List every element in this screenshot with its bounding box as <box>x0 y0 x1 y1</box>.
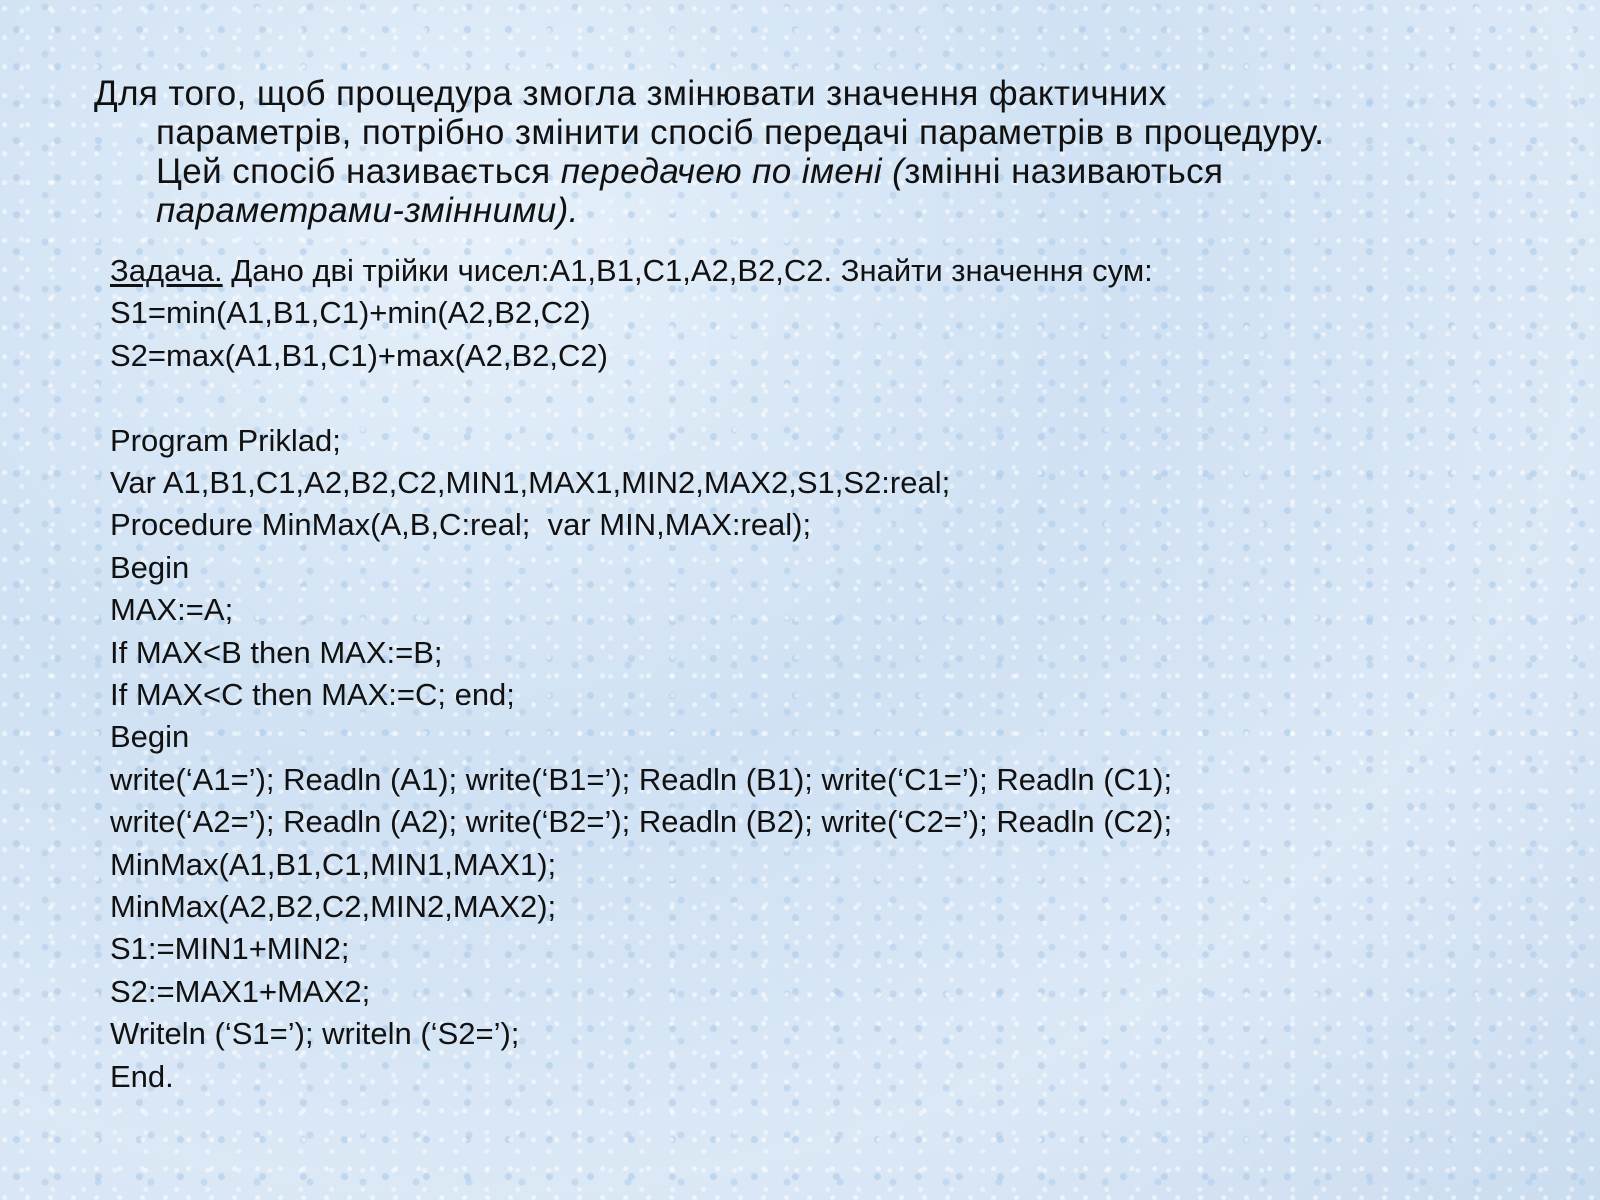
code-line: MinMax(A2,B2,C2,MIN2,MAX2); <box>110 889 557 925</box>
intro-line-3-text: Цей спосіб називається <box>156 152 561 191</box>
code-line: End. <box>110 1058 174 1094</box>
intro-line-4-italic: параметрами-змінними). <box>156 191 579 230</box>
blank-line <box>110 377 1570 419</box>
intro-line-1: Для того, щоб процедура змогла змінювати значення фактичних <box>94 74 1167 113</box>
intro-line-2: параметрів, потрібно змінити спосіб передачі параметрів в процедуру. <box>156 113 1325 152</box>
code-listing <box>110 420 1570 1099</box>
intro-line-3 <box>94 152 1564 191</box>
code-line: Begin <box>110 549 190 585</box>
intro-line-3-text-end: змінні називаються <box>904 152 1224 191</box>
code-line: Program Priklad; <box>110 422 341 458</box>
code-line: Begin <box>110 719 190 755</box>
code-line: MAX:=A; <box>110 592 234 628</box>
intro-line-4 <box>94 191 1564 230</box>
code-line: S2:=MAX1+MAX2; <box>110 973 371 1009</box>
formula-s2: S2=max(A1,B1,C1)+max(A2,B2,C2) <box>110 337 608 373</box>
code-line: Writeln (‘S1=’); writeln (‘S2=’); <box>110 1016 520 1052</box>
task-block <box>110 250 1570 1098</box>
code-line: MinMax(A1,B1,C1,MIN1,MAX1); <box>110 846 557 882</box>
intro-line-3-italic: передачею по імені ( <box>560 152 905 191</box>
task-text: Дано дві трійки чисел:A1,B1,C1,A2,B2,C2. Знайти значення сум: <box>222 253 1153 288</box>
formula-s1: S1=min(A1,B1,C1)+min(A2,B2,C2) <box>110 295 591 331</box>
code-line: write(‘A2=’); Readln (A2); write(‘B2=’); Readln (B2); write(‘C2=’); Readln (C2); <box>110 804 1173 840</box>
code-line: If MAX<C then MAX:=C; end; <box>110 677 515 713</box>
task-label: Задача. <box>110 253 223 288</box>
code-line: Procedure MinMax(A,B,C:real; var MIN,MAX:real); <box>110 507 812 543</box>
intro-paragraph <box>94 74 1564 230</box>
code-line: Var A1,B1,C1,A2,B2,C2,MIN1,MAX1,MIN2,MAX2,S1,S2:real; <box>110 465 951 501</box>
code-line: write(‘A1=’); Readln (A1); write(‘B1=’); Readln (B1); write(‘C1=’); Readln (C1); <box>110 761 1173 797</box>
task-statement <box>110 250 1570 292</box>
code-line: If MAX<B then MAX:=B; <box>110 634 443 670</box>
code-line: S1:=MIN1+MIN2; <box>110 931 350 967</box>
